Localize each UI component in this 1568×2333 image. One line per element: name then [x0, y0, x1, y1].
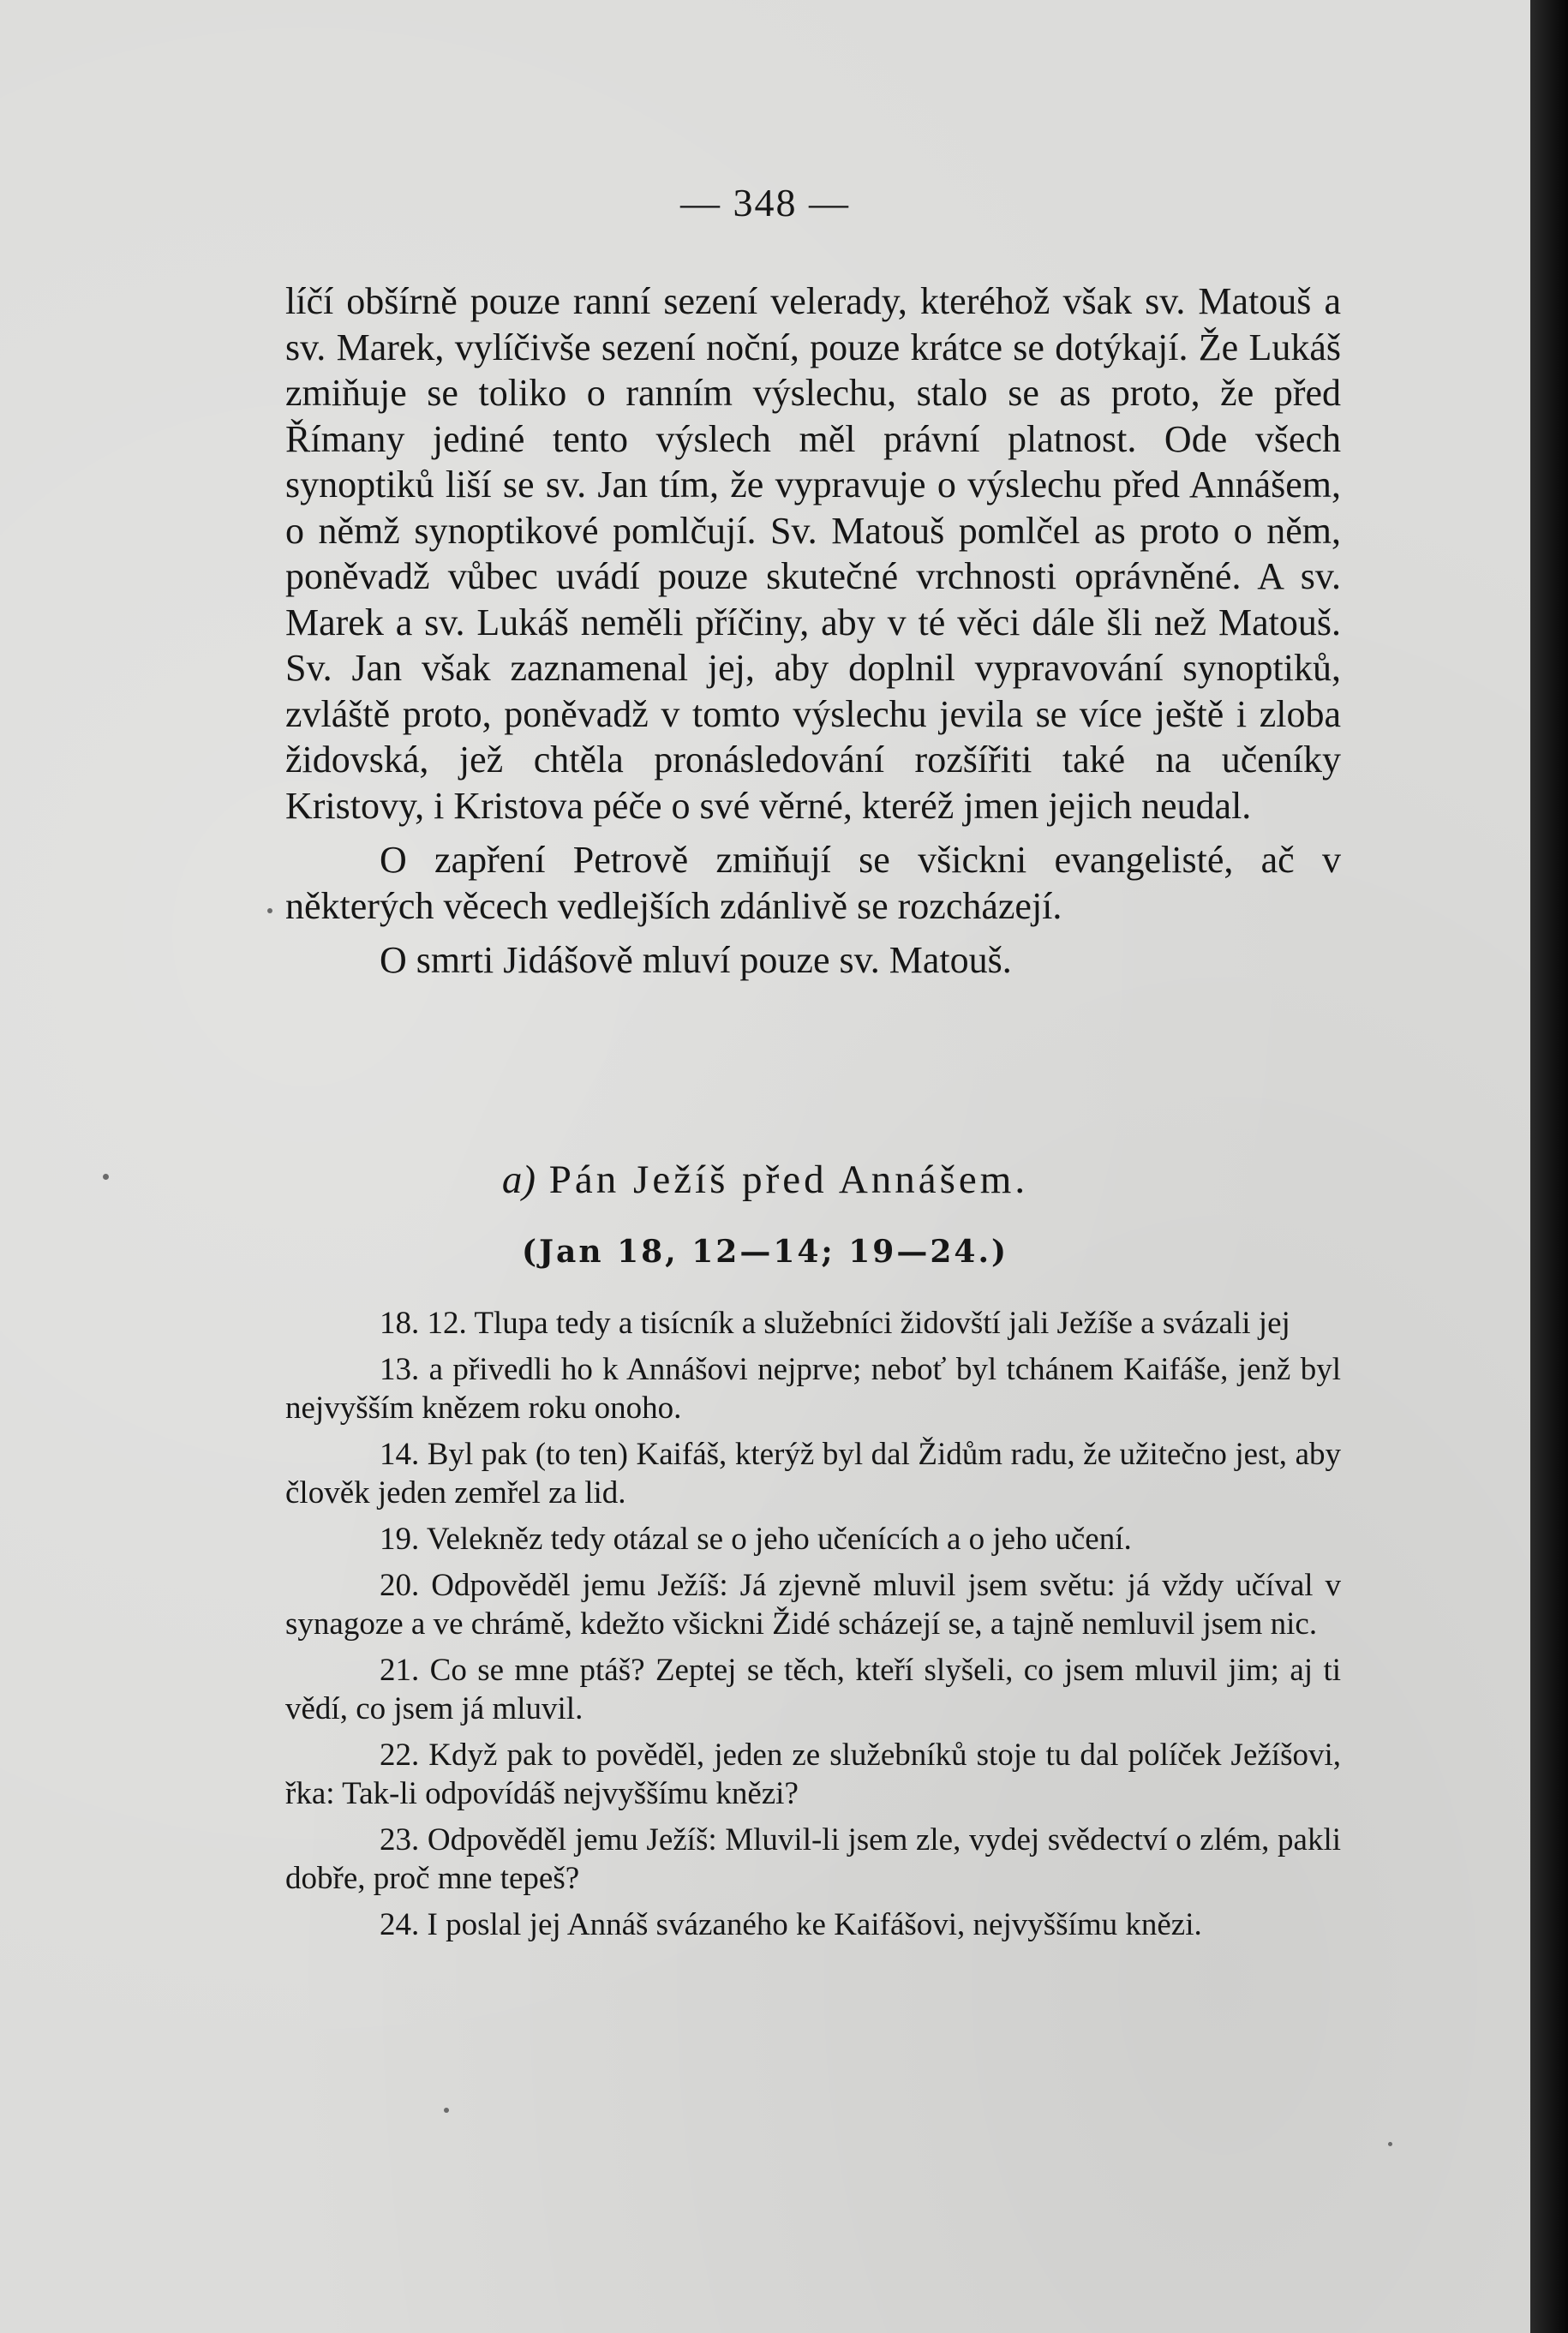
section-reference: (Jan 18, 12—14; 19—24.) — [521, 1234, 1009, 1270]
paragraph: O zapření Petrově zmiňují se všickni evangelisté, ač v některých věcech vedlejších zdánlivě se rozcházejí. — [285, 839, 1341, 927]
paper-speck — [1388, 2142, 1392, 2146]
verse: 24. I poslal jej Annáš svázaného ke Kaifášovi, nejvyššímu knězi. — [380, 1907, 1202, 1942]
verse: 23. Odpověděl jemu Ježíš: Mluvil-li jsem zle, vydej svědectví o zlém, pakli dobře, proč mne tepeš? — [285, 1822, 1341, 1896]
verse-list — [285, 1304, 1341, 1952]
scan-edge — [1530, 0, 1568, 2333]
verse: 22. Když pak to pověděl, jeden ze služebníků stoje tu dal políček Ježíšovi, řka: Tak-li odpovídáš nejvyššímu knězi? — [285, 1738, 1341, 1811]
verse: 13. a přivedli ho k Annášovi nejprve; neboť byl tchánem Kaifáše, jenž byl nejvyšším knězem roku onoho. — [285, 1352, 1341, 1426]
section-letter: a) — [501, 1158, 536, 1202]
paragraph: O smrti Jidášově mluví pouze sv. Matouš. — [380, 939, 1012, 981]
paper-speck — [444, 2108, 449, 2113]
paper-speck — [103, 1174, 109, 1180]
verse: 14. Byl pak (to ten) Kaifáš, kterýž byl dal Židům radu, že užitečno jest, aby člověk jeden zemřel za lid. — [285, 1437, 1341, 1510]
verse: 20. Odpověděl jemu Ježíš: Já zjevně mluvil jsem světu: já vždy učíval v synagoze a ve chrámě, kdežto všickni Židé scházejí se, a tajně nemluvil jsem nic. — [285, 1568, 1341, 1642]
body-text — [285, 278, 1341, 984]
verse: 19. Velekněz tedy otázal se o jeho učenících a o jeho učení. — [380, 1522, 1132, 1557]
paper-speck — [267, 908, 272, 913]
verse: 21. Co se mne ptáš? Zeptej se těch, kteří slyšeli, co jsem mluvil jim; aj ti vědí, co jsem já mluvil. — [285, 1653, 1341, 1726]
page-number: — 348 — — [680, 181, 850, 224]
section-heading — [0, 1157, 1530, 1203]
section-title: Pán Ježíš před Annášem. — [548, 1158, 1029, 1202]
paragraph: líčí obšírně pouze ranní sezení velerady, kteréhož však sv. Matouš a sv. Marek, vylíčivše sezení noční, pouze krátce se dotýkají. Že Lukáš zmiňuje se toliko o ranním výslechu, stalo se as proto, že před Římany jediné tento výslech měl právní platnost. Ode všech synoptiků liší se sv. Jan tím, že vypravuje o výslechu před Annášem, o němž synoptikové pomlčují. Sv. Matouš pomlčel as proto o něm, poněvadž vůbec uvádí pouze skutečné vrchnosti oprávněné. A sv. Marek a sv. Lukáš neměli příčiny, aby v té věci dále šli než Matouš. Sv. Jan však zaznamenal jej, aby doplnil vypravování synoptiků, zvláště proto, poněvadž v tomto výslechu jevila se více ještě i zloba židovská, jež chtěla pronásledování rozšířiti také na učeníky Kristovy, i Kristova péče o své věrné, kteréž jmen jejich neudal. — [285, 280, 1341, 827]
verse: 18. 12. Tlupa tedy a tisícník a služebníci židovští jali Ježíše a svázali jej — [380, 1306, 1290, 1341]
